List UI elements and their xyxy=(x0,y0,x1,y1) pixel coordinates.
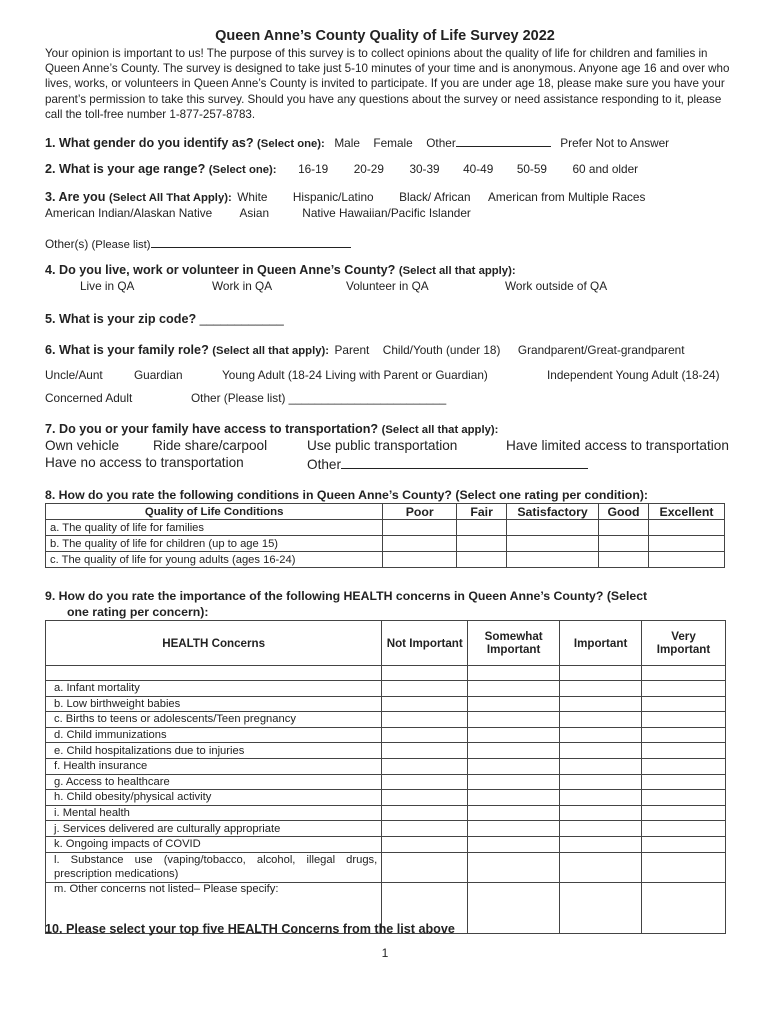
health-concern-label: b. Low birthweight babies xyxy=(46,696,382,712)
option-volunteer-in-qa[interactable]: Volunteer in QA xyxy=(346,279,429,293)
option-other-gender[interactable]: Other xyxy=(426,136,456,150)
option-other-transport xyxy=(307,455,588,472)
option-parent[interactable]: Parent xyxy=(334,343,370,357)
table-row xyxy=(46,666,726,681)
rating-cell[interactable] xyxy=(468,743,560,759)
rating-cell[interactable] xyxy=(457,536,507,552)
question-6-text: 6. What is your family role? xyxy=(45,343,209,357)
other-race-input[interactable] xyxy=(151,235,351,248)
rating-cell[interactable] xyxy=(457,520,507,536)
question-4-hint: (Select all that apply): xyxy=(398,265,516,277)
intro-paragraph: Your opinion is important to us! The purpose of this survey is to collect opinions about the quality of life for children and families in Queen Anne’s County. The survey is designed to take just 5-10 minutes of your time and is anonymous. Anyone age 16 and over who lives, works, or volunteers in Queen Anne’s County is invited to participate. If you are under age 18, please make sure you have your parent’s permission to take this survey. Should you have any questions about the survey or need assistance responding to it, please call the toll-free number 1-877-257-8783. xyxy=(45,47,730,121)
option-age-40-49[interactable]: 40-49 xyxy=(463,162,494,176)
table-row xyxy=(46,805,726,821)
column-header-not-important: Not Important xyxy=(382,621,468,666)
conditions-rating-table xyxy=(45,503,725,568)
option-female[interactable]: Female xyxy=(373,136,413,150)
option-work-outside-qa[interactable]: Work outside of QA xyxy=(505,279,608,293)
rating-cell[interactable] xyxy=(382,743,468,759)
rating-cell[interactable] xyxy=(560,805,642,821)
zip-code-input[interactable]: ____________ xyxy=(199,312,284,326)
rating-cell[interactable] xyxy=(649,536,725,552)
rating-cell[interactable] xyxy=(642,712,726,728)
rating-cell[interactable] xyxy=(507,552,599,568)
rating-cell[interactable] xyxy=(642,805,726,821)
health-concern-label: a. Infant mortality xyxy=(46,681,382,697)
option-other-transport-label[interactable]: Other xyxy=(307,457,341,472)
rating-cell[interactable] xyxy=(649,552,725,568)
rating-cell[interactable] xyxy=(560,821,642,837)
table-row xyxy=(46,743,726,759)
rating-cell[interactable] xyxy=(642,852,726,882)
question-4 xyxy=(45,263,516,277)
rating-cell[interactable] xyxy=(382,836,468,852)
option-multiple-races[interactable]: American from Multiple Races xyxy=(488,190,646,204)
question-5-text: 5. What is your zip code? xyxy=(45,312,197,326)
option-uncle-aunt[interactable]: Uncle/Aunt xyxy=(45,368,103,382)
rating-cell[interactable] xyxy=(468,836,560,852)
column-header-health-concerns: HEALTH Concerns xyxy=(46,621,382,666)
question-2-hint: (Select one): xyxy=(208,164,277,176)
question-2 xyxy=(45,162,638,176)
option-young-adult-with-parent[interactable]: Young Adult (18-24 Living with Parent or Guardian) xyxy=(222,368,488,382)
column-header-somewhat-important: Somewhat Important xyxy=(468,621,560,666)
rating-cell[interactable] xyxy=(642,743,726,759)
health-concern-label: j. Services delivered are culturally appropriate xyxy=(46,821,382,837)
question-3 xyxy=(45,190,645,204)
other-transport-input[interactable] xyxy=(341,455,588,469)
health-concern-label: e. Child hospitalizations due to injuries xyxy=(46,743,382,759)
health-concern-label: c. Births to teens or adolescents/Teen pregnancy xyxy=(46,712,382,728)
other-gender-input[interactable] xyxy=(456,134,551,147)
option-prefer-not[interactable]: Prefer Not to Answer xyxy=(560,136,670,150)
page-number: 1 xyxy=(381,946,389,960)
health-concerns-table xyxy=(45,620,726,934)
rating-cell[interactable] xyxy=(382,681,468,697)
rating-cell[interactable] xyxy=(468,852,560,882)
rating-cell[interactable] xyxy=(599,552,649,568)
rating-cell[interactable] xyxy=(642,774,726,790)
rating-cell[interactable] xyxy=(560,852,642,882)
rating-cell[interactable] xyxy=(507,520,599,536)
option-work-in-qa[interactable]: Work in QA xyxy=(212,279,273,293)
question-7-hint: (Select all that apply): xyxy=(381,424,499,436)
question-1 xyxy=(45,134,669,150)
table-row xyxy=(46,712,726,728)
option-other-role[interactable]: Other (Please list) ________________________ xyxy=(191,391,447,405)
column-header-poor: Poor xyxy=(383,504,457,520)
option-guardian[interactable]: Guardian xyxy=(134,368,183,382)
option-male[interactable]: Male xyxy=(334,136,360,150)
rating-cell[interactable] xyxy=(599,520,649,536)
rating-cell[interactable] xyxy=(468,774,560,790)
rating-cell[interactable] xyxy=(560,681,642,697)
question-9-text-line-2: one rating per concern): xyxy=(67,605,209,619)
question-3-row-2 xyxy=(45,206,471,220)
rating-cell[interactable] xyxy=(468,758,560,774)
table-row xyxy=(46,774,726,790)
option-independent-young-adult[interactable]: Independent Young Adult (18-24) xyxy=(547,368,720,382)
rating-cell[interactable] xyxy=(642,758,726,774)
rating-cell[interactable] xyxy=(642,821,726,837)
rating-cell[interactable] xyxy=(642,727,726,743)
rating-cell[interactable] xyxy=(468,790,560,806)
question-5 xyxy=(45,312,284,326)
option-grandparent[interactable]: Grandparent/Great-grandparent xyxy=(517,343,685,357)
health-rows xyxy=(46,681,726,934)
health-concern-label: l. Substance use (vaping/tobacco, alcohol, illegal drugs, prescription medications) xyxy=(46,852,382,882)
option-black[interactable]: Black/ African xyxy=(399,190,471,204)
rating-cell[interactable] xyxy=(599,536,649,552)
rating-cell[interactable] xyxy=(382,805,468,821)
option-limited-access[interactable]: Have limited access to transportation xyxy=(506,438,729,453)
rating-cell[interactable] xyxy=(382,821,468,837)
option-asian[interactable]: Asian xyxy=(239,206,270,220)
other-race-label: Other(s) xyxy=(45,237,89,251)
table-row xyxy=(46,681,726,697)
question-10-text: 10. Please select your top five HEALTH Concerns from the list above xyxy=(45,922,455,936)
column-header-good: Good xyxy=(599,504,649,520)
table-row xyxy=(46,536,725,552)
question-8-text: 8. How do you rate the following conditions in Queen Anne’s County? (Select one rating per condition): xyxy=(45,488,649,502)
rating-cell[interactable] xyxy=(642,681,726,697)
rating-cell[interactable] xyxy=(382,696,468,712)
option-age-50-59[interactable]: 50-59 xyxy=(516,162,547,176)
rating-cell[interactable] xyxy=(383,552,457,568)
option-american-indian[interactable]: American Indian/Alaskan Native xyxy=(45,206,213,220)
question-1-hint: (Select one): xyxy=(257,138,325,150)
option-no-access[interactable]: Have no access to transportation xyxy=(45,455,244,470)
condition-label: b. The quality of life for children (up to age 15) xyxy=(46,536,383,552)
rating-cell[interactable] xyxy=(560,836,642,852)
rating-cell[interactable] xyxy=(560,790,642,806)
rating-cell[interactable] xyxy=(560,696,642,712)
table-row xyxy=(46,758,726,774)
rating-cell[interactable] xyxy=(382,758,468,774)
option-white[interactable]: White xyxy=(237,190,268,204)
rating-cell[interactable] xyxy=(560,743,642,759)
rating-cell[interactable] xyxy=(507,536,599,552)
rating-cell[interactable] xyxy=(383,536,457,552)
question-9-text-line-1: 9. How do you rate the importance of the following HEALTH concerns in Queen Anne’s County? (Select xyxy=(45,589,648,603)
other-race-hint: (Please list) xyxy=(91,239,151,251)
rating-cell[interactable] xyxy=(560,774,642,790)
rating-cell[interactable] xyxy=(642,882,726,933)
rating-cell[interactable] xyxy=(560,727,642,743)
rating-cell[interactable] xyxy=(560,712,642,728)
health-concern-label: k. Ongoing impacts of COVID xyxy=(46,836,382,852)
rating-cell[interactable] xyxy=(468,696,560,712)
rating-cell[interactable] xyxy=(468,882,560,933)
table-row xyxy=(46,852,726,882)
condition-label: a. The quality of life for families xyxy=(46,520,383,536)
health-concern-label: h. Child obesity/physical activity xyxy=(46,790,382,806)
health-concern-label: f. Health insurance xyxy=(46,758,382,774)
table-row xyxy=(46,520,725,536)
rating-cell[interactable] xyxy=(383,520,457,536)
rating-cell[interactable] xyxy=(642,696,726,712)
rating-cell[interactable] xyxy=(382,790,468,806)
column-header-conditions: Quality of Life Conditions xyxy=(46,504,383,520)
rating-cell[interactable] xyxy=(560,758,642,774)
table-row xyxy=(46,696,726,712)
condition-label: c. The quality of life for young adults (ages 16-24) xyxy=(46,552,383,568)
question-6-hint: (Select all that apply): xyxy=(212,345,330,357)
question-1-text: 1. What gender do you identify as? xyxy=(45,136,254,150)
rating-cell[interactable] xyxy=(649,520,725,536)
rating-cell[interactable] xyxy=(468,727,560,743)
option-ride-share[interactable]: Ride share/carpool xyxy=(153,438,268,453)
rating-cell[interactable] xyxy=(468,681,560,697)
column-header-fair: Fair xyxy=(457,504,507,520)
question-2-text: 2. What is your age range? xyxy=(45,162,206,176)
option-public-transportation[interactable]: Use public transportation xyxy=(307,438,458,453)
question-3-text: 3. Are you xyxy=(45,190,106,204)
table-header-row xyxy=(46,504,725,520)
rating-cell[interactable] xyxy=(382,774,468,790)
health-concern-label: i. Mental health xyxy=(46,805,382,821)
survey-title: Queen Anne’s County Quality of Life Survey 2022 xyxy=(215,28,555,44)
rating-cell[interactable] xyxy=(468,821,560,837)
option-hispanic[interactable]: Hispanic/Latino xyxy=(292,190,374,204)
option-own-vehicle[interactable]: Own vehicle xyxy=(45,438,120,453)
option-concerned-adult[interactable]: Concerned Adult xyxy=(45,391,133,405)
column-header-very-important: Very Important xyxy=(642,621,726,666)
question-3-other xyxy=(45,235,351,251)
option-live-in-qa[interactable]: Live in QA xyxy=(80,279,135,293)
option-child-youth[interactable]: Child/Youth (under 18) xyxy=(382,343,501,357)
column-header-excellent: Excellent xyxy=(649,504,725,520)
table-row xyxy=(46,790,726,806)
option-age-16-19[interactable]: 16-19 xyxy=(298,162,329,176)
rating-cell[interactable] xyxy=(642,790,726,806)
option-age-60-plus[interactable]: 60 and older xyxy=(572,162,639,176)
table-row xyxy=(46,727,726,743)
column-header-satisfactory: Satisfactory xyxy=(507,504,599,520)
option-age-30-39[interactable]: 30-39 xyxy=(409,162,440,176)
rating-cell[interactable] xyxy=(468,805,560,821)
option-native-hawaiian[interactable]: Native Hawaiian/Pacific Islander xyxy=(302,206,471,220)
rating-cell[interactable] xyxy=(468,712,560,728)
rating-cell[interactable] xyxy=(382,852,468,882)
question-3-hint: (Select All That Apply): xyxy=(108,192,232,204)
health-concern-label: d. Child immunizations xyxy=(46,727,382,743)
table-row xyxy=(46,821,726,837)
health-concern-label: m. Other concerns not listed– Please specify: xyxy=(46,882,382,933)
rating-cell[interactable] xyxy=(457,552,507,568)
table-row xyxy=(46,552,725,568)
question-6 xyxy=(45,343,685,357)
rating-cell[interactable] xyxy=(382,712,468,728)
rating-cell[interactable] xyxy=(560,882,642,933)
question-7-text: 7. Do you or your family have access to transportation? xyxy=(45,422,379,436)
rating-cell[interactable] xyxy=(382,727,468,743)
question-4-text: 4. Do you live, work or volunteer in Queen Anne’s County? xyxy=(45,263,396,277)
table-header-row xyxy=(46,621,726,666)
health-concern-label: g. Access to healthcare xyxy=(46,774,382,790)
table-row xyxy=(46,836,726,852)
rating-cell[interactable] xyxy=(642,836,726,852)
column-header-important: Important xyxy=(560,621,642,666)
option-age-20-29[interactable]: 20-29 xyxy=(353,162,384,176)
question-7 xyxy=(45,422,498,436)
